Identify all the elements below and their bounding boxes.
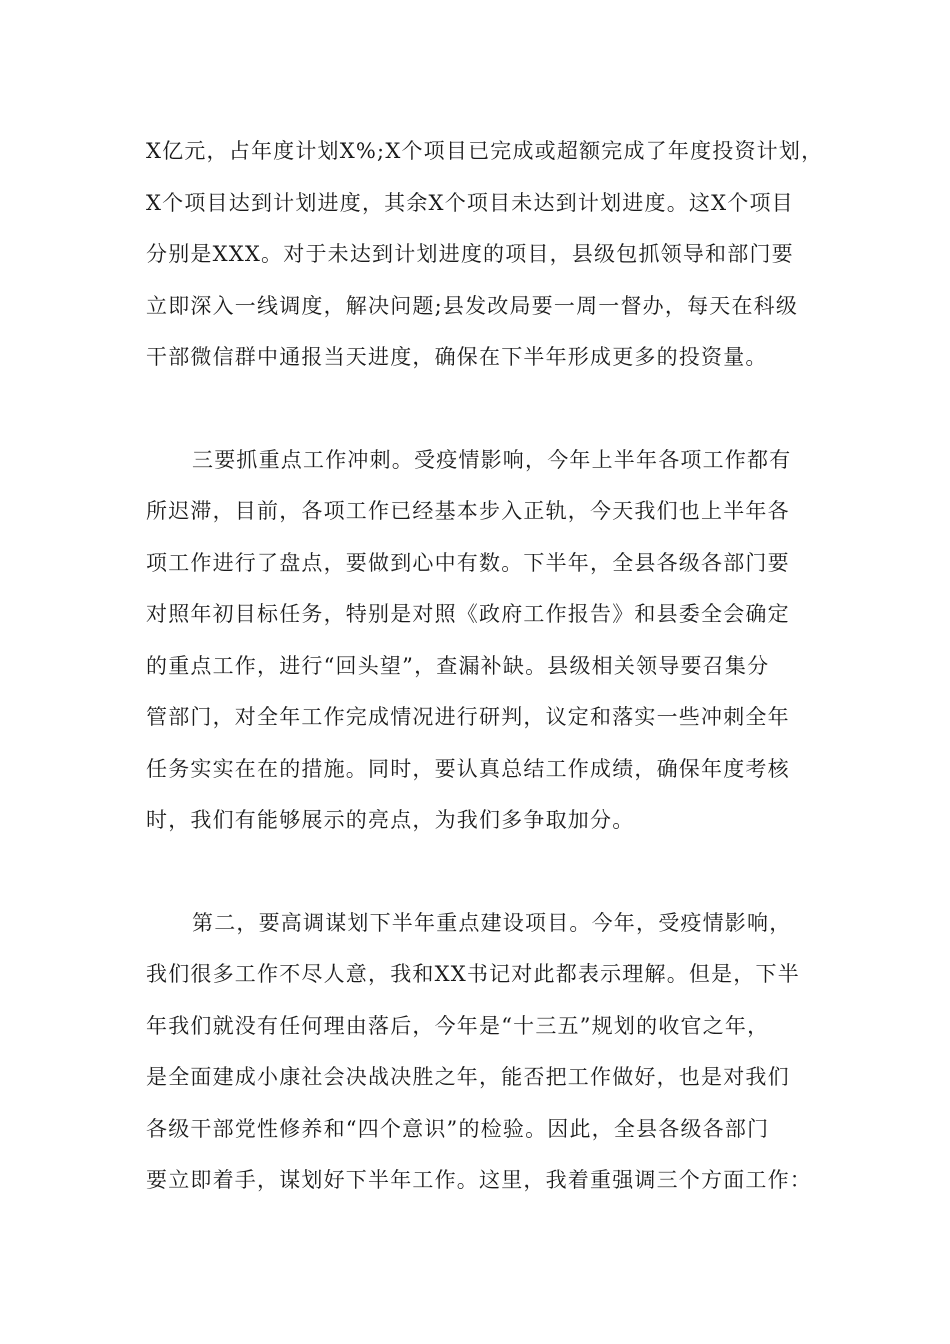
paragraph-second-half-projects	[146, 898, 810, 1207]
text-line: 我们很多工作不尽人意，我和XX书记对此都表示理解。但是，下半	[146, 962, 800, 986]
text-line: 是全面建成小康社会决战决胜之年，能否把工作做好，也是对我们	[146, 1065, 790, 1089]
paragraph-investment-progress	[146, 126, 824, 384]
text-line: 任务实实在在的措施。同时，要认真总结工作成绩，确保年度考核	[146, 756, 790, 781]
text-line: 对照年初目标任务，特别是对照《政府工作报告》和县委全会确定	[146, 602, 790, 626]
document-body	[146, 126, 824, 1207]
text-line: X个项目达到计划进度，其余X个项目未达到计划进度。这X个项目	[146, 190, 794, 215]
text-line-indented: 三要抓重点工作冲刺。受疫情影响，今年上半年各项工作都有	[192, 447, 792, 472]
text-line-indented: 第二，要高调谋划下半年重点建设项目。今年，受疫情影响，	[192, 910, 792, 935]
text-line: 年我们就没有任何理由落后，今年是“十三五”规划的收官之年，	[146, 1013, 770, 1038]
text-line: 分别是XXX。对于未达到计划进度的项目，县级包抓领导和部门要	[146, 242, 794, 266]
text-line: 所迟滞，目前，各项工作已经基本步入正轨，今天我们也上半年各	[146, 499, 790, 523]
paragraph-key-work-sprint	[146, 435, 810, 847]
text-line: 时，我们有能够展示的亮点，为我们多争取加分。	[146, 808, 635, 832]
text-line: 管部门，对全年工作完成情况进行研判，议定和落实一些冲刺全年	[146, 705, 790, 729]
text-line: 要立即着手，谋划好下半年工作。这里，我着重强调三个方面工作：	[146, 1168, 812, 1192]
text-line: 项工作进行了盘点，要做到心中有数。下半年，全县各级各部门要	[146, 550, 790, 575]
paragraph-spacer	[146, 847, 810, 898]
text-line: 立即深入一线调度，解决问题;县发改局要一周一督办，每天在科级	[146, 293, 799, 318]
text-line: 各级干部党性修养和“四个意识”的检验。因此，全县各级各部门	[146, 1116, 770, 1141]
paragraph-spacer	[146, 384, 810, 435]
text-line: 的重点工作，进行“回头望”，查漏补缺。县级相关领导要召集分	[146, 653, 770, 678]
text-line: 干部微信群中通报当天进度，确保在下半年形成更多的投资量。	[146, 345, 768, 369]
text-line: X亿元，占年度计划X%;X个项目已完成或超额完成了年度投资计划，	[146, 139, 824, 163]
